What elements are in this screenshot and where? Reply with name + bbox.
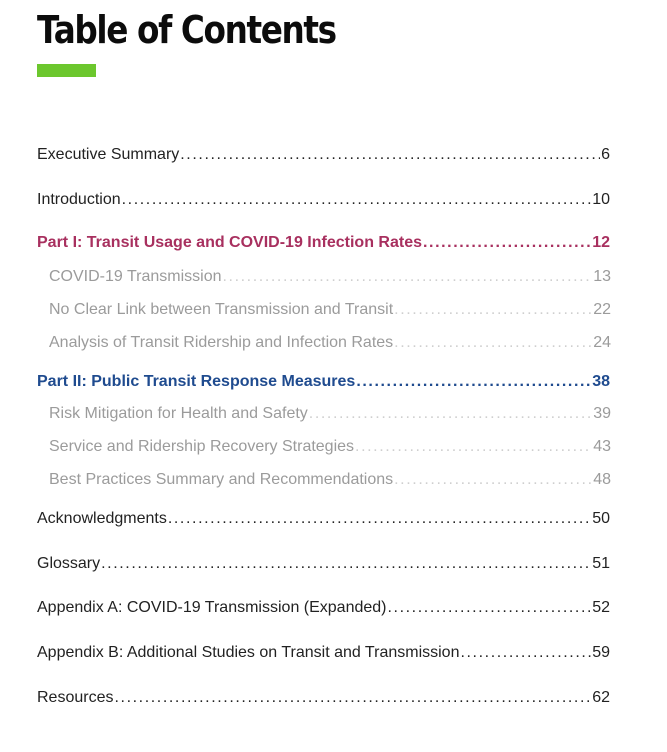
toc-entry-part-2[interactable]	[37, 373, 610, 391]
dot-leader	[394, 334, 592, 352]
toc-entry-acknowledgments[interactable]	[37, 510, 610, 528]
toc-entry-no-clear-link[interactable]	[49, 301, 611, 319]
dot-leader	[309, 405, 592, 423]
toc-entry-label: Appendix B: Additional Studies on Transit and Transmission	[37, 644, 460, 661]
dot-leader	[101, 555, 591, 573]
toc-entry-label: Appendix A: COVID-19 Transmission (Expanded)	[37, 599, 387, 616]
toc-entry-page: 10	[592, 191, 610, 208]
dot-leader	[423, 234, 591, 252]
toc-entry-label: Resources	[37, 689, 114, 706]
toc-entry-resources[interactable]	[37, 689, 610, 707]
toc-entry-appendix-b[interactable]	[37, 644, 610, 662]
toc-entry-label: Acknowledgments	[37, 510, 167, 527]
toc-entry-best-practices[interactable]	[49, 471, 611, 489]
toc-entry-page: 22	[593, 301, 611, 318]
dot-leader	[355, 438, 592, 456]
dot-leader	[223, 268, 593, 286]
title-accent-bar	[37, 64, 96, 77]
toc-entry-label: Glossary	[37, 555, 101, 572]
toc-entry-page: 39	[593, 405, 611, 422]
toc-entry-label: Part II: Public Transit Response Measures	[37, 373, 356, 390]
dot-leader	[114, 689, 591, 707]
toc-entry-label: Part I: Transit Usage and COVID-19 Infection Rates	[37, 234, 422, 251]
toc-entry-page: 50	[592, 510, 610, 527]
toc-entry-page: 52	[592, 599, 610, 616]
toc-entry-label: Service and Ridership Recovery Strategies	[49, 438, 355, 455]
dot-leader	[122, 191, 592, 209]
toc-entry-label: Best Practices Summary and Recommendations	[49, 471, 394, 488]
toc-entry-glossary[interactable]	[37, 555, 610, 573]
toc-entry-part-1[interactable]	[37, 234, 610, 252]
toc-entry-label: Risk Mitigation for Health and Safety	[49, 405, 308, 422]
toc-entry-page: 48	[593, 471, 611, 488]
dot-leader	[394, 301, 592, 319]
toc-entry-risk-mitigation[interactable]	[49, 405, 611, 423]
toc-entry-label: Executive Summary	[37, 146, 180, 163]
toc-entry-page: 51	[592, 555, 610, 572]
dot-leader	[356, 373, 591, 391]
toc-entry-page: 62	[592, 689, 610, 706]
toc-entry-executive-summary[interactable]	[37, 146, 610, 164]
dot-leader	[388, 599, 592, 617]
toc-entry-page: 59	[592, 644, 610, 661]
dot-leader	[394, 471, 592, 489]
toc-entry-label: No Clear Link between Transmission and Transit	[49, 301, 394, 318]
dot-leader	[180, 146, 600, 164]
page-title: Table of Contents	[37, 8, 336, 52]
toc-entry-page: 38	[592, 373, 610, 390]
toc-entry-page: 24	[593, 334, 611, 351]
toc-entry-ridership-analysis[interactable]	[49, 334, 611, 352]
toc-entry-page: 13	[593, 268, 611, 285]
toc-entry-recovery-strategies[interactable]	[49, 438, 611, 456]
toc-entry-page: 12	[592, 234, 610, 251]
toc-entry-page: 43	[593, 438, 611, 455]
toc-entry-label: Introduction	[37, 191, 121, 208]
toc-entry-label: COVID-19 Transmission	[49, 268, 222, 285]
toc-entry-page: 6	[601, 146, 610, 163]
toc-entry-label: Analysis of Transit Ridership and Infection Rates	[49, 334, 394, 351]
toc-entry-covid-transmission[interactable]	[49, 268, 611, 286]
dot-leader	[460, 644, 591, 662]
dot-leader	[168, 510, 591, 528]
toc-entry-appendix-a[interactable]	[37, 599, 610, 617]
toc-entry-introduction[interactable]	[37, 191, 610, 209]
